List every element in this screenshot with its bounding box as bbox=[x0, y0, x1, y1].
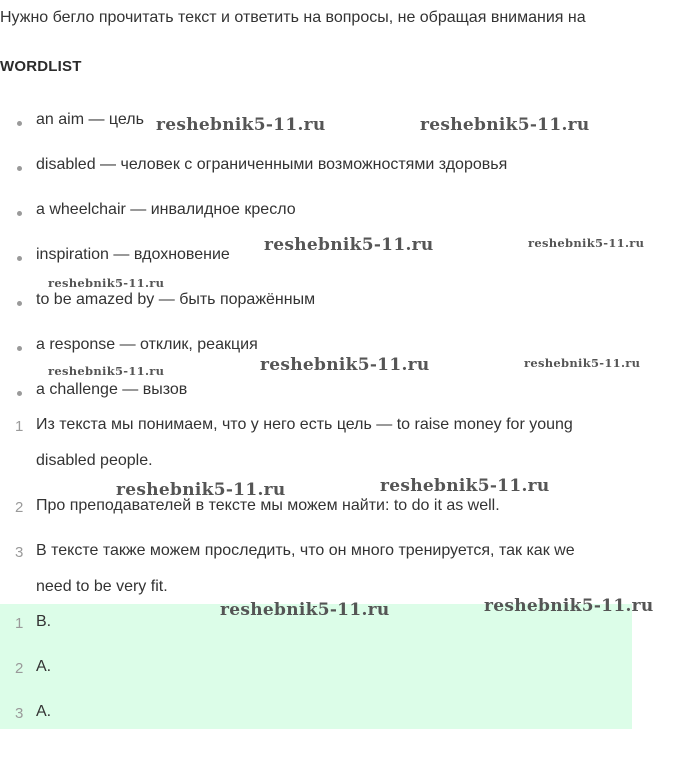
answer-number: 1 bbox=[15, 418, 24, 435]
wordlist-entry: to be amazed by — быть поражённым bbox=[36, 291, 316, 308]
bullet-icon bbox=[17, 166, 22, 171]
bullet-icon bbox=[17, 301, 22, 306]
answer-text: Из текста мы понимаем, что у него есть цель — to raise money for young bbox=[36, 416, 573, 433]
wordlist-entry: an aim — цель bbox=[36, 111, 144, 128]
watermark: reshebnik5-11.ru bbox=[420, 115, 590, 135]
watermark: reshebnik5-11.ru bbox=[380, 476, 550, 496]
answer-number: 3 bbox=[15, 544, 24, 561]
answer-text-continued: disabled people. bbox=[36, 452, 153, 469]
watermark: reshebnik5-11.ru bbox=[156, 115, 326, 135]
bullet-icon bbox=[17, 346, 22, 351]
wordlist-entry: inspiration — вдохновение bbox=[36, 246, 230, 263]
watermark: reshebnik5-11.ru bbox=[48, 364, 165, 378]
watermark: reshebnik5-11.ru bbox=[260, 355, 430, 375]
wordlist-entry: a wheelchair — инвалидное кресло bbox=[36, 201, 296, 218]
intro-text: Нужно бегло прочитать текст и ответить на вопросы, не обращая внимания на bbox=[0, 9, 586, 26]
bullet-icon bbox=[17, 391, 22, 396]
watermark: reshebnik5-11.ru bbox=[220, 600, 390, 620]
watermark: reshebnik5-11.ru bbox=[524, 356, 641, 370]
choice-number: 3 bbox=[15, 705, 24, 722]
answer-highlight-box bbox=[0, 604, 632, 729]
choice-text: A. bbox=[36, 703, 52, 720]
watermark: reshebnik5-11.ru bbox=[48, 276, 165, 290]
choice-text: B. bbox=[36, 613, 52, 630]
choice-text: A. bbox=[36, 658, 52, 675]
bullet-icon bbox=[17, 256, 22, 261]
wordlist-entry: disabled — человек с ограниченными возможностями здоровья bbox=[36, 156, 508, 173]
bullet-icon bbox=[17, 121, 22, 126]
watermark: reshebnik5-11.ru bbox=[484, 596, 654, 616]
answer-text-continued: need to be very fit. bbox=[36, 578, 168, 595]
wordlist-entry: a response — отклик, реакция bbox=[36, 336, 258, 353]
answer-text: Про преподавателей в тексте мы можем найти: to do it as well. bbox=[36, 497, 500, 514]
watermark: reshebnik5-11.ru bbox=[264, 235, 434, 255]
wordlist-heading: WORDLIST bbox=[0, 58, 82, 75]
choice-number: 1 bbox=[15, 615, 24, 632]
answer-number: 2 bbox=[15, 499, 24, 516]
watermark: reshebnik5-11.ru bbox=[116, 480, 286, 500]
bullet-icon bbox=[17, 211, 22, 216]
answer-text: В тексте также можем проследить, что он много тренируется, так как we bbox=[36, 542, 575, 559]
choice-number: 2 bbox=[15, 660, 24, 677]
watermark: reshebnik5-11.ru bbox=[528, 236, 645, 250]
wordlist-entry: a challenge — вызов bbox=[36, 381, 188, 398]
